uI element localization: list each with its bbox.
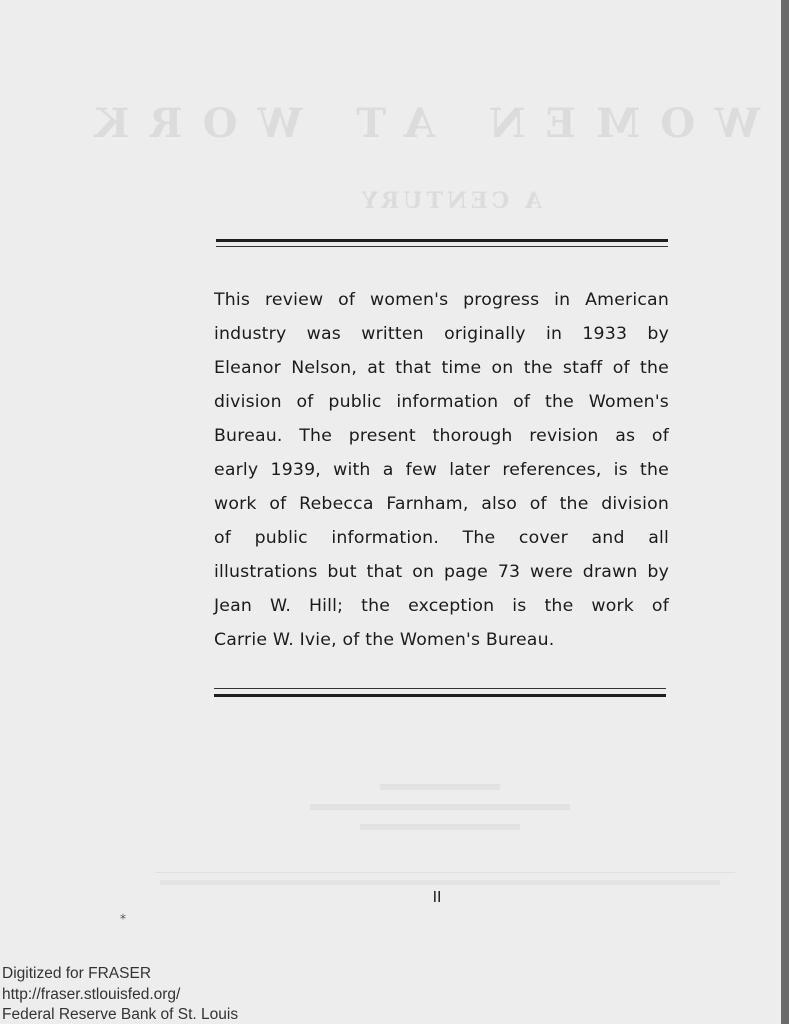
paragraph-line: of public information. The cover and all <box>214 528 669 548</box>
top-double-rule <box>216 239 668 247</box>
bleed-through-title: WOMEN AT WORK <box>74 100 760 147</box>
paragraph-line: work of Rebecca Farnham, also of the division <box>214 494 669 514</box>
top-rule-thin <box>216 246 668 247</box>
watermark-line-bank: Federal Reserve Bank of St. Louis <box>2 1006 239 1023</box>
paragraph-line: This review of women's progress in American <box>214 290 669 310</box>
paragraph-line: early 1939, with a few later references, is the <box>214 460 669 480</box>
paragraph-line: industry was written originally in 1933 by <box>214 324 669 344</box>
bottom-rule-thick <box>214 694 666 697</box>
top-rule-thick <box>216 239 668 242</box>
bottom-double-rule <box>214 688 666 697</box>
watermark-line-digitized: Digitized for FRASER <box>2 965 152 982</box>
page-number: II <box>432 888 442 906</box>
bleed-through-subtitle: A CENTURY <box>358 188 542 214</box>
watermark-line-url: http://fraser.stlouisfed.org/ <box>2 985 181 1003</box>
paragraph-line: division of public information of the Women's <box>214 392 669 412</box>
paragraph-line: Bureau. The present thorough revision as of <box>214 426 669 446</box>
paragraph-line: Carrie W. Ivie, of the Women's Bureau. <box>214 630 555 650</box>
bleed-through-footline <box>160 880 720 885</box>
fraser-watermark <box>2 964 238 1024</box>
credits-paragraph <box>214 283 669 657</box>
ink-speck: ⁎ <box>120 908 126 922</box>
bottom-rule-thin <box>214 688 666 689</box>
bleed-through-lines <box>300 770 580 844</box>
paragraph-line: Eleanor Nelson, at that time on the staff of the <box>214 358 669 378</box>
paragraph-line: Jean W. Hill; the exception is the work of <box>214 596 669 616</box>
paragraph-line: illustrations but that on page 73 were drawn by <box>214 562 669 582</box>
bleed-through-rule <box>155 872 735 873</box>
